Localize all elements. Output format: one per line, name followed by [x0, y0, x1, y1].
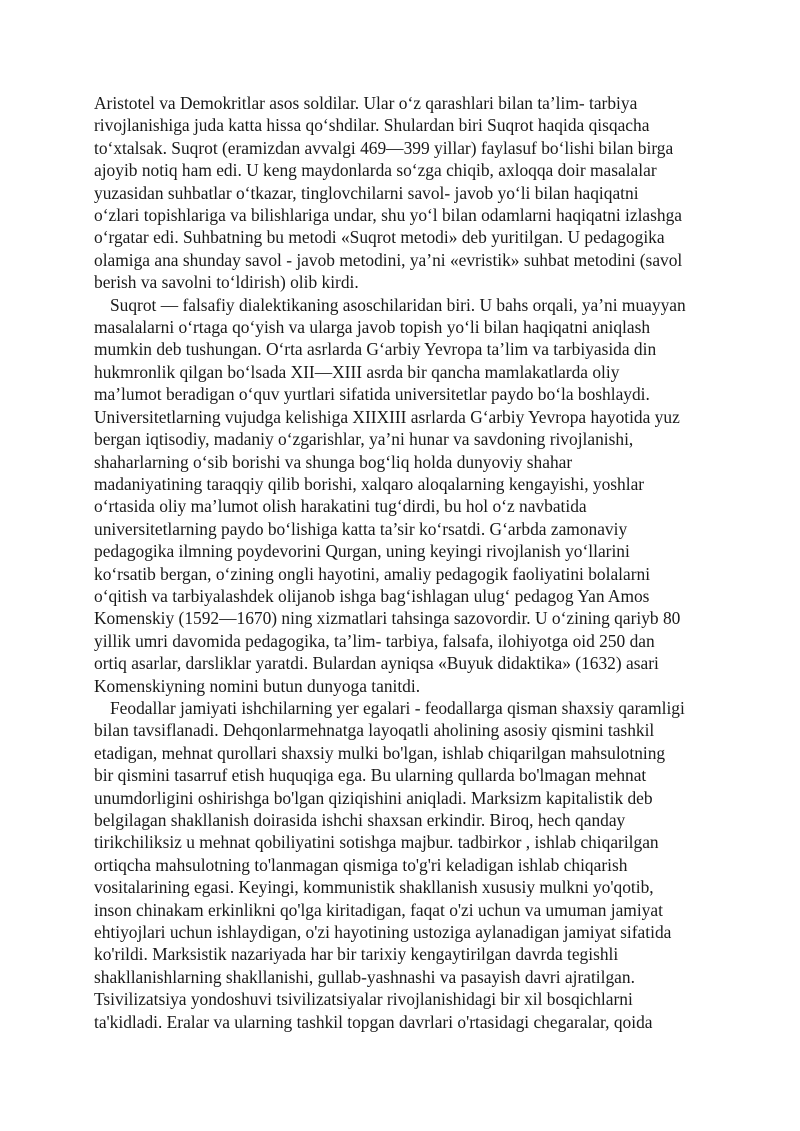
text-line: ko'rildi. Marksistik nazariyada har bir tarixiy kengaytirilgan davrda tegishli [94, 944, 619, 965]
text-line: Komenskiy (1592—1670) ning xizmatlari tahsinga sazovordir. U o‘zining qariyb 80 [94, 608, 681, 629]
text-line: o‘zlari topishlariga va bilishlariga undar, shu yo‘l bilan odamlarni haqiqatni izlashga [94, 205, 683, 226]
text-line: o‘qitish va tarbiyalashdek olijanob ishga bag‘ishlagan ulug‘ pedagog Yan Amos [94, 585, 650, 606]
text-line: shakllanishlarning shakllanishi, gullab-yashnashi va pasayish davri ajratilgan. [94, 966, 635, 987]
text-line: olamiga ana shunday savol - javob metodini, ya’ni «evristik» suhbat metodini (savol [94, 249, 683, 270]
text-line: to‘xtalsak. Suqrot (eramizdan avvalgi 469—399 yillar) faylasuf bo‘lishi bilan birga [94, 137, 674, 158]
text-line: unumdorligini oshirishga bo'lgan qiziqishini aniqladi. Marksizm kapitalistik deb [94, 787, 653, 808]
text-line: pedagogika ilmning poydevorini Qurgan, uning keyingi rivojlanish yo‘llarini [94, 541, 630, 562]
text-line: yillik umri davomida pedagogika, ta’lim- tarbiya, falsafa, ilohiyotga oid 250 dan [94, 630, 655, 651]
text-line: inson chinakam erkinlikni qo'lga kiritadigan, faqat o'zi uchun va umuman jamiyat [94, 899, 663, 920]
paragraph-feudal-society [94, 697, 718, 1033]
text-line: ajoyib notiq ham edi. U keng maydonlarda so‘zga chiqib, axloqqa doir masalalar [94, 160, 657, 181]
paragraph-dialectics-universities [94, 294, 718, 697]
text-line: ta'kidladi. Eralar va ularning tashkil topgan davrlari o'rtasidagi chegaralar, qoida [94, 1011, 653, 1032]
text-line: Aristotel va Demokritlar asos soldilar. Ular o‘z qarashlari bilan ta’lim- tarbiya [94, 93, 638, 113]
text-line: Komenskiyning nomini butun dunyoga tanitdi. [94, 675, 421, 696]
text-line: rivojlanishiga juda katta hissa qo‘shdilar. Shulardan biri Suqrot haqida qisqacha [94, 115, 650, 136]
text-line: ortiqcha mahsulotning to'lanmagan qismiga to'g'ri keladigan ishlab chiqarish [94, 854, 628, 875]
text-line: vositalarining egasi. Keyingi, kommunistik shakllanish xususiy mulkni yo'qotib, [94, 877, 654, 898]
text-line: tirikchiliksiz u mehnat qobiliyatini sotishga majbur. tadbirkor , ishlab chiqarilgan [94, 832, 659, 853]
text-line: o‘rgatar edi. Suhbatning bu metodi «Suqrot metodi» deb yuritilgan. U pedagogika [94, 227, 665, 248]
text-line: ma’lumot beradigan o‘quv yurtlari sifatida universitetlar paydo bo‘la boshlaydi. [94, 384, 650, 405]
text-line: ortiq asarlar, darsliklar yaratdi. Bulardan ayniqsa «Buyuk didaktika» (1632) asari [94, 653, 659, 674]
text-line: ehtiyojlari uchun ishlaydigan, o'zi hayotining ustoziga aylanadigan jamiyat sifatida [94, 922, 672, 943]
text-line: belgilagan shakllanish doirasida ishchi shaxsan erkindir. Biroq, hech qanday [94, 810, 626, 830]
text-line: masalalarni o‘rtaga qo‘yish va ularga javob topish yo‘li bilan haqiqatni aniqlash [94, 317, 651, 338]
text-line: mumkin deb tushungan. O‘rta asrlarda G‘arbiy Yevropa ta’lim va tarbiyasida din [94, 339, 657, 360]
text-line: berish va savolni to‘ldirish) olib kirdi. [94, 272, 359, 293]
text-line: Feodallar jamiyati ishchilarning yer egalari - feodallarga qisman shaxsiy qaramligi [110, 697, 685, 718]
paragraph-socrates [94, 92, 718, 294]
text-line: Tsivilizatsiya yondoshuvi tsivilizatsiyalar rivojlanishidagi bir xil bosqichlarni [94, 989, 633, 1010]
text-line: bir qismini tasarruf etish huquqiga ega. Bu ularning qullarda bo'lmagan mehnat [94, 765, 647, 786]
text-line: shaharlarning o‘sib borishi va shunga bog‘liq holda dunyoviy shahar [94, 451, 573, 472]
text-line: yuzasidan suhbatlar o‘tkazar, tinglovchilarni savol- javob yo‘li bilan haqiqatni [94, 182, 639, 203]
document-page [94, 92, 718, 1033]
text-line: bergan iqtisodiy, madaniy o‘zgarishlar, ya’ni hunar va savdoning rivojlanishi, [94, 429, 634, 450]
text-line: universitetlarning paydo bo‘lishiga katta ta’sir ko‘rsatdi. G‘arbda zamonaviy [94, 518, 628, 539]
text-line: bilan tavsiflanadi. Dehqonlarmehnatga layoqatli aholining asosiy qismini tashkil [94, 720, 655, 741]
text-line: ko‘rsatib bergan, o‘zining ongli hayotini, amaliy pedagogik faoliyatini bolalarni [94, 563, 651, 584]
text-line: hukmronlik qilgan bo‘lsada XII—XIII asrda bir qancha mamlakatlarda oliy [94, 361, 620, 382]
text-line: o‘rtasida oliy ma’lumot olish harakatini tug‘dirdi, bu hol o‘z navbatida [94, 496, 587, 517]
text-line: Universitetlarning vujudga kelishiga XIIXIII asrlarda G‘arbiy Yevropa hayotida yuz [94, 406, 680, 427]
text-line: Suqrot — falsafiy dialektikaning asoschilaridan biri. U bahs orqali, ya’ni muayyan [110, 294, 686, 315]
text-line: etadigan, mehnat qurollari shaxsiy mulki bo'lgan, ishlab chiqarilgan mahsulotning [94, 742, 666, 763]
text-line: madaniyatining taraqqiy qilib borishi, xalqaro aloqalarning kengayishi, yoshlar [94, 473, 645, 494]
